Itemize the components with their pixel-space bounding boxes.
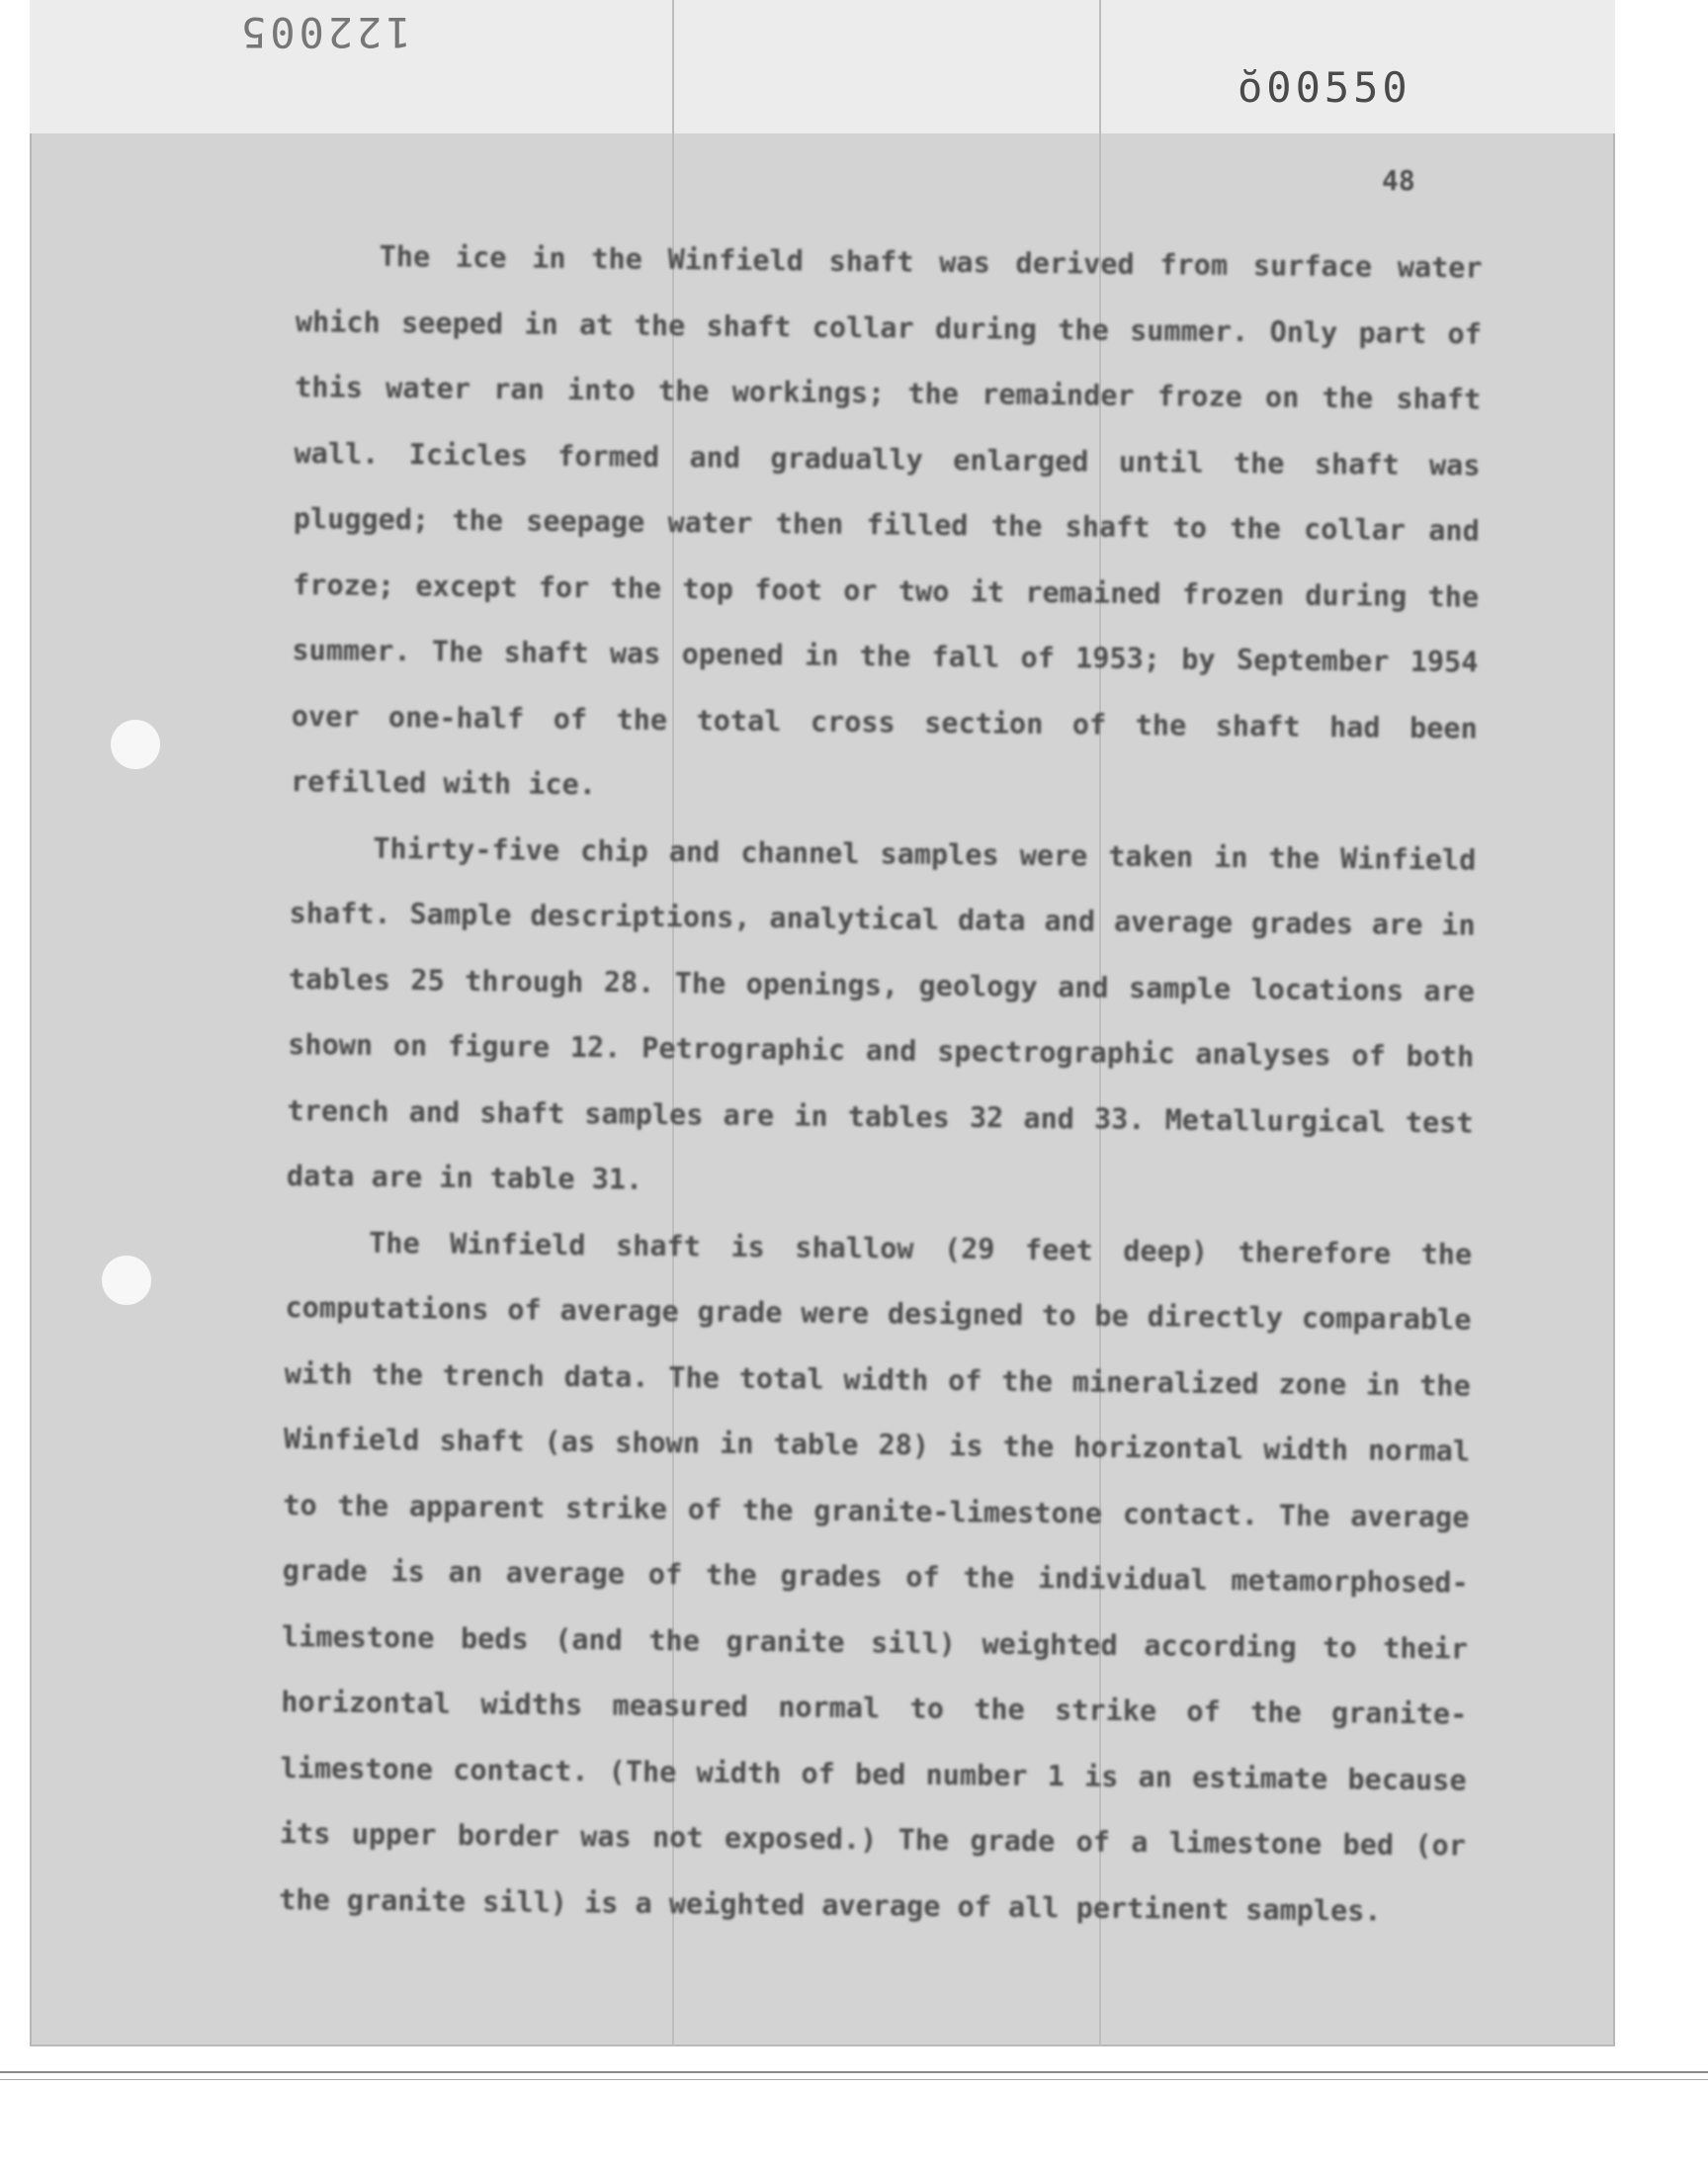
archive-stamp-top-left: 122005	[237, 8, 411, 56]
paragraph-ice-in-shaft: The ice in the Winfield shaft was derived from surface water which seeped in at the shaft collar during the summer. Only part of this water ran into the workings; the remainder froze on the shaft wall. Icicles formed and gradually enlarged until the shaft was plugged; the seepage water then filled the shaft to the collar and froze; except for the top foot or two it remained frozen during the summer. The shaft was opened in the fall of 1953; by September 1954 over one-half of the total cross section of the shaft had been refilled with ice.	[290, 239, 1483, 802]
scan-bottom-edge	[0, 2071, 1708, 2073]
paragraph-average-grade: The Winfield shaft is shallow (29 feet deep) therefore the computations of average grade were designed to be directly comparable with the trench data. The total width of the mineralized zone in the Winfield shaft (as shown in table 28) is the horizontal width normal to the apparent strike of the granite-limestone contact. The average grade is an average of the grades of the individual metamorphosed-limestone beds (and the granite sill) weighted according to their horizontal widths measured normal to the strike of the granite-limestone contact. (The width of bed number 1 is an estimate because its upper border was not exposed.) The grade of a limestone bed (or the granite sill) is a weighted average of all pertinent samples.	[279, 1226, 1473, 1928]
page-number: 48	[1382, 164, 1415, 197]
paragraph-samples: Thirty-five chip and channel samples were taken in the Winfield shaft. Sample descriptions, analytical data and average grades are in tables 25 through 28. The openings, geology and sample locations are shown on figure 12. Petrographic and spectrographic analyses of both trench and shaft samples are in tables 32 and 33. Metallurgical test data are in table 31.	[286, 831, 1477, 1196]
punch-hole-upper	[111, 720, 160, 769]
archive-stamp-top-right: ŏ00550	[1238, 63, 1411, 112]
punch-hole-lower	[102, 1256, 151, 1305]
document-body	[279, 223, 1483, 1945]
scan-bottom-edge-secondary	[0, 2079, 1708, 2080]
